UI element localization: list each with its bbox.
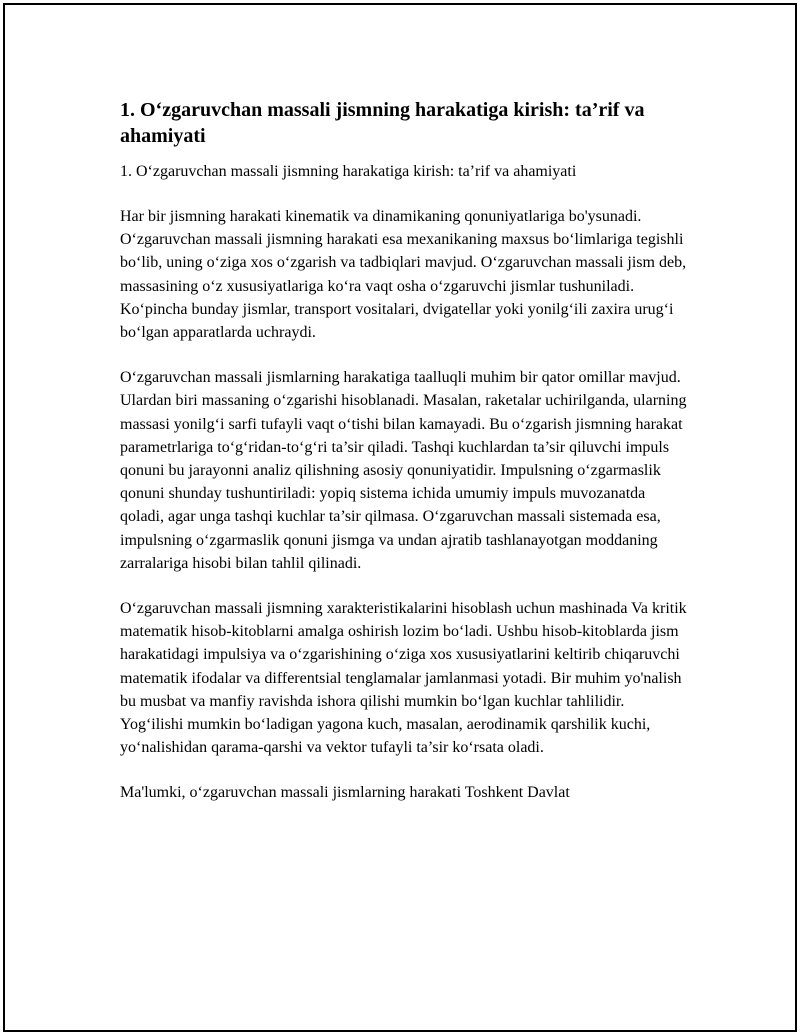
paragraph-1: Har bir jismning harakati kinematik va dinamikaning qonuniyatlariga bo'ysunadi. O‘zgaruvchan massali jismning harakati esa mexanikaning maxsus bo‘limlariga tegishli bo‘lib, uning o‘ziga xos o‘zgarish va tadbiqlari mavjud. O‘zgaruvchan massali jism deb, massasining o‘z xususiyatlariga ko‘ra vaqt osha o‘zgaruvchi jismlar tushuniladi. Ko‘pincha bunday jismlar, transport vositalari, dvigatellar yoki yonilg‘ili zaxira urug‘i bo‘lgan apparatlarda uchraydi. <box>120 208 687 342</box>
document-body <box>120 97 690 827</box>
paragraph-4: Ma'lumki, o‘zgaruvchan massali jismlarning harakati Toshkent Davlat <box>120 784 570 802</box>
document-page <box>3 3 797 1032</box>
document-subtitle: 1. O‘zgaruvchan massali jismning harakatiga kirish: ta’rif va ahamiyati <box>120 163 577 180</box>
document-title: 1. O‘zgaruvchan massali jismning harakatiga kirish: ta’rif va ahamiyati <box>120 99 645 147</box>
paragraph-3: O‘zgaruvchan massali jismning xarakteristikalarini hisoblash uchun mashinada Va kritik matematik hisob-kitoblarni amalga oshirish lozim bo‘ladi. Ushbu hisob-kitoblarda jism harakatidagi impulsiya va o‘zgarishining o‘ziga xos xususiyatlarini keltirib chiqaruvchi matematik ifodalar va differentsial tenglamalar jamlanmasi yotadi. Bir muhim yo'nalish bu musbat va manfiy ravishda ishora qilishi mumkin bo‘lgan kuchlar tahlilidir. Yog‘ilishi mumkin bo‘ladigan yagona kuch, masalan, aerodinamik qarshilik kuchi, yo‘nalishidan qarama-qarshi va vektor tufayli ta’sir ko‘rsata oladi. <box>120 600 687 757</box>
paragraph-2: O‘zgaruvchan massali jismlarning harakatiga taalluqli muhim bir qator omillar mavjud. Ulardan biri massaning o‘zgarishi hisoblanadi. Masalan, raketalar uchirilganda, ularning massasi yonilg‘i sarfi tufayli vaqt o‘tishi bilan kamayadi. Bu o‘zgarish jismning harakat parametrlariga to‘g‘ridan-to‘g‘ri ta’sir qiladi. Tashqi kuchlardan ta’sir qiluvchi impuls qonuni bu jarayonni analiz qilishning asosiy qonuniyatidir. Impulsning o‘zgarmaslik qonuni shunday tushuntiriladi: yopiq sistema ichida umumiy impuls muvozanatda qoladi, agar unga tashqi kuchlar ta’sir qilmasa. O‘zgaruvchan massali sistemada esa, impulsning o‘zgarmaslik qonuni jismga va undan ajratib tashlanayotgan moddaning zarralariga hisobi bilan tahlil qilinadi. <box>120 369 687 572</box>
